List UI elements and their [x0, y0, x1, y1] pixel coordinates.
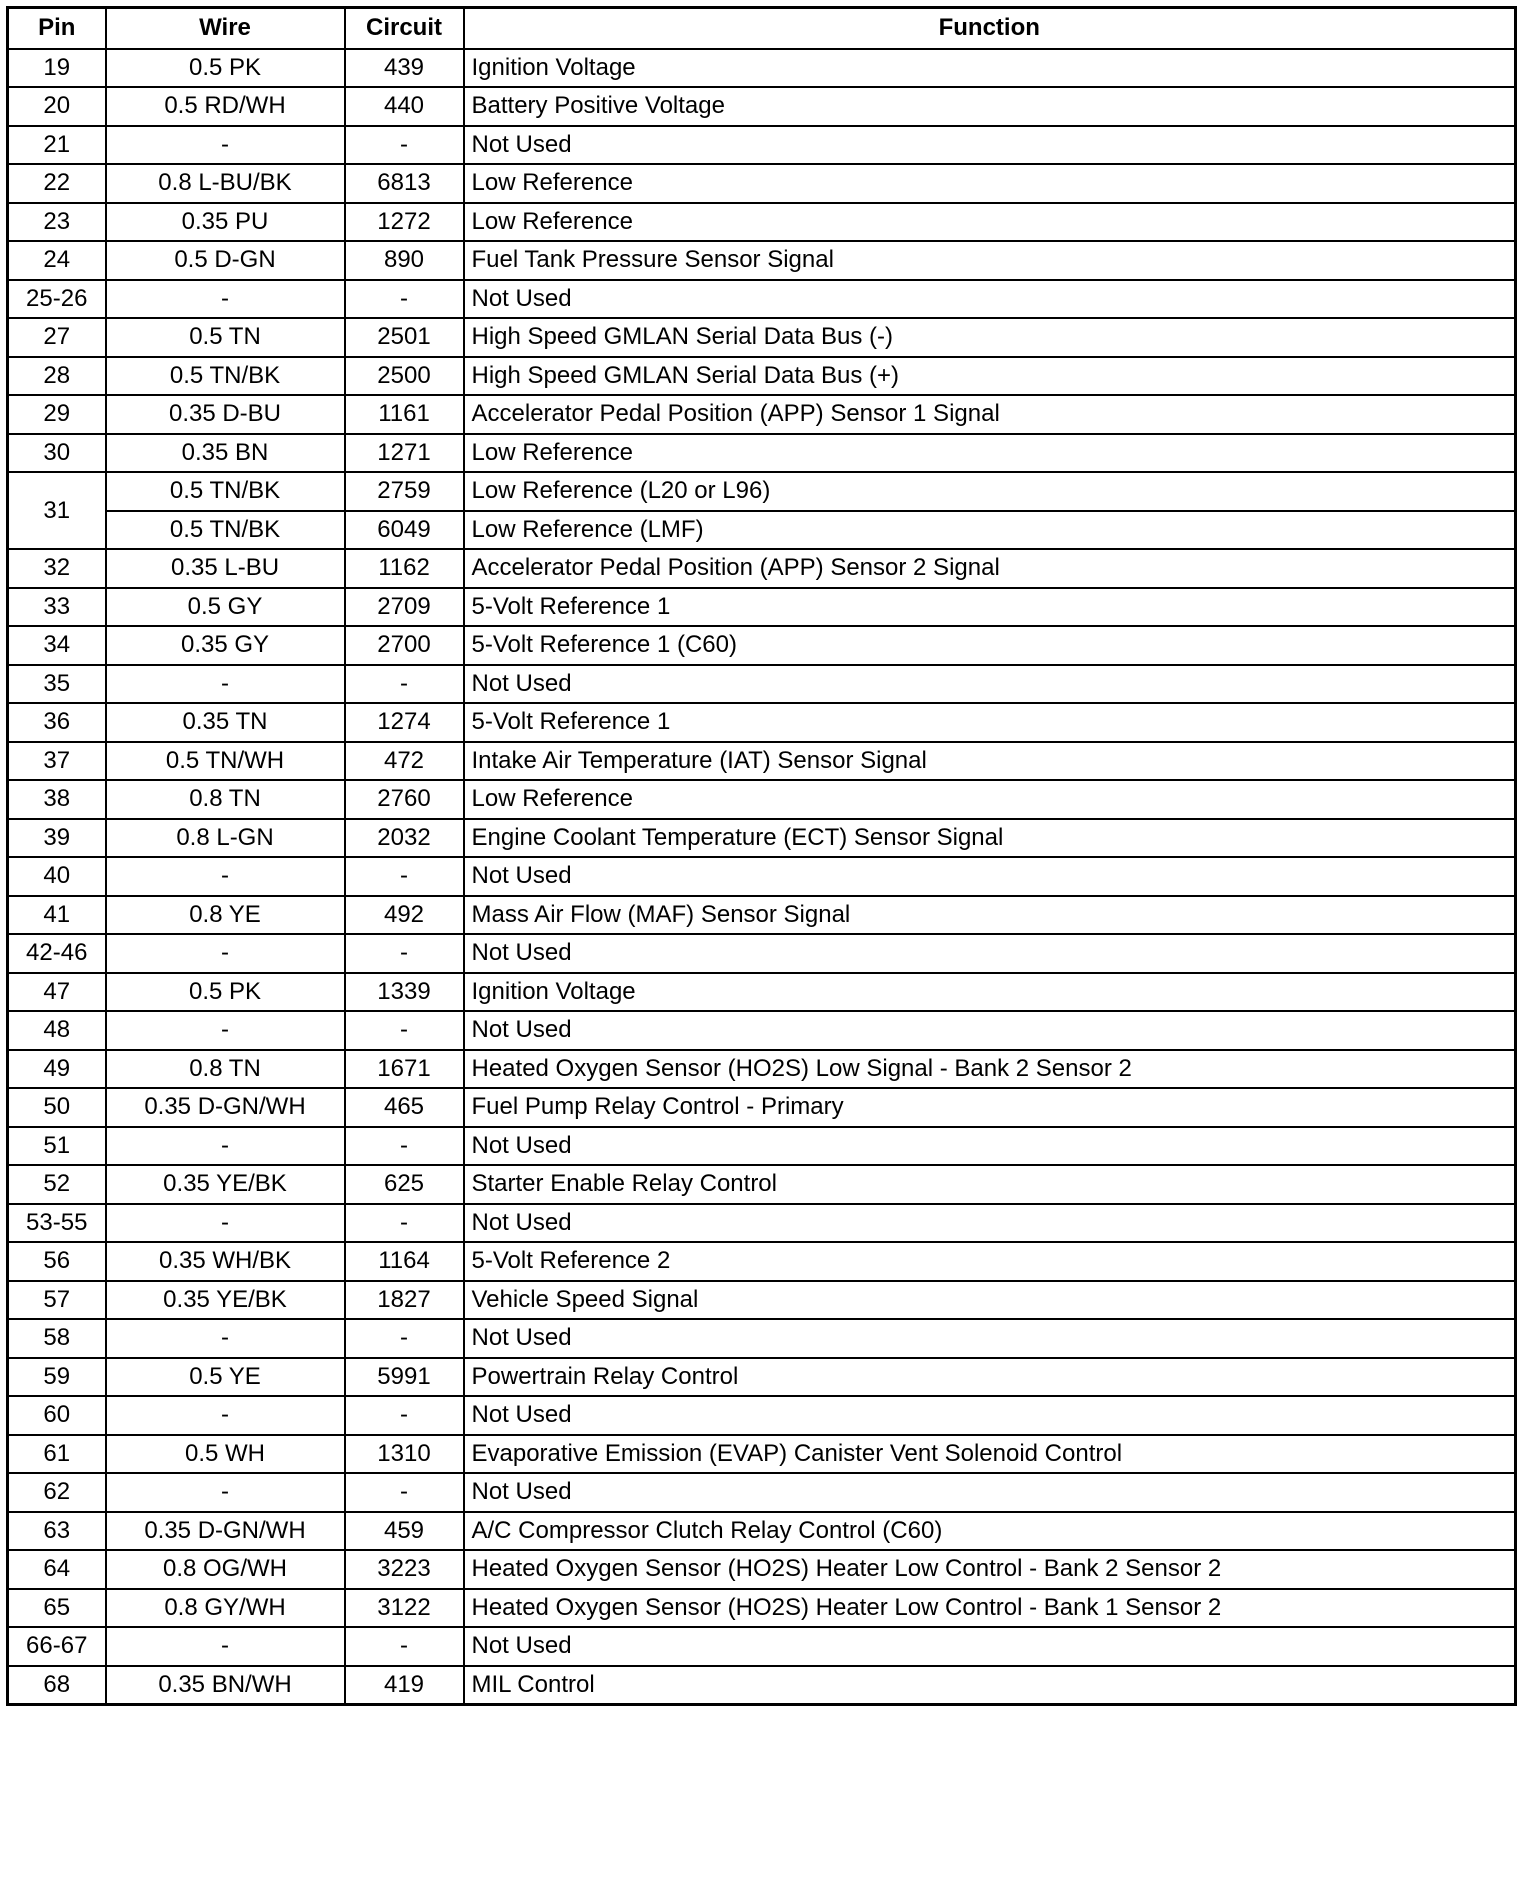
- wire-cell: -: [106, 665, 345, 704]
- table-row: [8, 742, 1516, 781]
- circuit-cell: 2700: [345, 626, 464, 665]
- function-cell: High Speed GMLAN Serial Data Bus (-): [464, 318, 1516, 357]
- pin-cell: 29: [8, 395, 106, 434]
- wire-cell: 0.5 TN/WH: [106, 742, 345, 781]
- function-cell: Not Used: [464, 1204, 1516, 1243]
- function-cell: Battery Positive Voltage: [464, 87, 1516, 126]
- table-row: [8, 1396, 1516, 1435]
- table-row: [8, 665, 1516, 704]
- function-cell: Not Used: [464, 665, 1516, 704]
- wire-cell: 0.8 OG/WH: [106, 1550, 345, 1589]
- pin-cell: 36: [8, 703, 106, 742]
- table-row: [8, 1435, 1516, 1474]
- circuit-cell: 1310: [345, 1435, 464, 1474]
- function-cell: Heated Oxygen Sensor (HO2S) Heater Low Control - Bank 2 Sensor 2: [464, 1550, 1516, 1589]
- circuit-cell: 440: [345, 87, 464, 126]
- header-row: [8, 8, 1516, 49]
- table-row: [8, 1358, 1516, 1397]
- circuit-cell: -: [345, 1011, 464, 1050]
- table-row: [8, 1666, 1516, 1705]
- function-cell: 5-Volt Reference 1: [464, 588, 1516, 627]
- pin-cell: 57: [8, 1281, 106, 1320]
- circuit-cell: 6049: [345, 511, 464, 550]
- pin-column-header: Pin: [8, 8, 106, 49]
- circuit-cell: -: [345, 934, 464, 973]
- table-row: [8, 395, 1516, 434]
- circuit-cell: 1161: [345, 395, 464, 434]
- table-row: [8, 819, 1516, 858]
- table-row: [8, 1627, 1516, 1666]
- connector-pinout-table: [6, 6, 1517, 1706]
- pin-cell: 58: [8, 1319, 106, 1358]
- table-row: [8, 1589, 1516, 1628]
- function-cell: Fuel Tank Pressure Sensor Signal: [464, 241, 1516, 280]
- pin-cell: 42-46: [8, 934, 106, 973]
- pin-cell: 61: [8, 1435, 106, 1474]
- pin-cell: 37: [8, 742, 106, 781]
- wire-cell: 0.5 TN/BK: [106, 472, 345, 511]
- table-row: [8, 318, 1516, 357]
- circuit-cell: 2501: [345, 318, 464, 357]
- function-cell: Not Used: [464, 1473, 1516, 1512]
- circuit-cell: 5991: [345, 1358, 464, 1397]
- circuit-cell: 472: [345, 742, 464, 781]
- table-row: [8, 1127, 1516, 1166]
- table-row: [8, 241, 1516, 280]
- circuit-cell: 1271: [345, 434, 464, 473]
- function-cell: Low Reference: [464, 164, 1516, 203]
- circuit-cell: 492: [345, 896, 464, 935]
- wire-cell: -: [106, 934, 345, 973]
- wire-cell: 0.35 PU: [106, 203, 345, 242]
- circuit-cell: 1162: [345, 549, 464, 588]
- function-cell: Not Used: [464, 857, 1516, 896]
- circuit-cell: 2760: [345, 780, 464, 819]
- function-cell: Accelerator Pedal Position (APP) Sensor 2 Signal: [464, 549, 1516, 588]
- function-cell: Evaporative Emission (EVAP) Canister Vent Solenoid Control: [464, 1435, 1516, 1474]
- circuit-column-header: Circuit: [345, 8, 464, 49]
- function-cell: Powertrain Relay Control: [464, 1358, 1516, 1397]
- table-row: [8, 1011, 1516, 1050]
- wire-cell: 0.35 YE/BK: [106, 1165, 345, 1204]
- circuit-cell: 2032: [345, 819, 464, 858]
- function-cell: Low Reference: [464, 780, 1516, 819]
- circuit-cell: 1671: [345, 1050, 464, 1089]
- circuit-cell: 1164: [345, 1242, 464, 1281]
- function-cell: A/C Compressor Clutch Relay Control (C60): [464, 1512, 1516, 1551]
- circuit-cell: 2759: [345, 472, 464, 511]
- function-cell: Not Used: [464, 126, 1516, 165]
- wire-cell: -: [106, 126, 345, 165]
- table-row: [8, 49, 1516, 88]
- table-row: [8, 896, 1516, 935]
- circuit-cell: 1274: [345, 703, 464, 742]
- table-row: [8, 357, 1516, 396]
- function-cell: High Speed GMLAN Serial Data Bus (+): [464, 357, 1516, 396]
- pin-cell: 47: [8, 973, 106, 1012]
- pin-cell: 52: [8, 1165, 106, 1204]
- wire-cell: 0.5 TN: [106, 318, 345, 357]
- wire-cell: 0.5 TN/BK: [106, 511, 345, 550]
- wire-cell: 0.8 GY/WH: [106, 1589, 345, 1628]
- table-row: [8, 1281, 1516, 1320]
- pin-cell: 25-26: [8, 280, 106, 319]
- function-column-header: Function: [464, 8, 1516, 49]
- table-row: [8, 472, 1516, 511]
- table-row: [8, 1242, 1516, 1281]
- wire-cell: 0.5 PK: [106, 49, 345, 88]
- wire-cell: -: [106, 857, 345, 896]
- circuit-cell: 1827: [345, 1281, 464, 1320]
- pin-cell: 20: [8, 87, 106, 126]
- circuit-cell: 2709: [345, 588, 464, 627]
- table-row: [8, 203, 1516, 242]
- wire-cell: -: [106, 1127, 345, 1166]
- circuit-cell: -: [345, 665, 464, 704]
- table-row: [8, 1473, 1516, 1512]
- table-row: [8, 1550, 1516, 1589]
- circuit-cell: 465: [345, 1088, 464, 1127]
- function-cell: Not Used: [464, 280, 1516, 319]
- function-cell: 5-Volt Reference 1: [464, 703, 1516, 742]
- pin-cell: 53-55: [8, 1204, 106, 1243]
- table-row: [8, 87, 1516, 126]
- wire-cell: 0.35 GY: [106, 626, 345, 665]
- pin-cell: 66-67: [8, 1627, 106, 1666]
- function-cell: Not Used: [464, 1396, 1516, 1435]
- function-cell: Not Used: [464, 1011, 1516, 1050]
- wire-cell: 0.35 BN: [106, 434, 345, 473]
- pin-cell: 39: [8, 819, 106, 858]
- pin-cell: 34: [8, 626, 106, 665]
- pin-cell: 50: [8, 1088, 106, 1127]
- table-row: [8, 164, 1516, 203]
- table-row: [8, 434, 1516, 473]
- wire-column-header: Wire: [106, 8, 345, 49]
- wire-cell: 0.8 L-GN: [106, 819, 345, 858]
- pin-cell: 33: [8, 588, 106, 627]
- table-row: [8, 857, 1516, 896]
- wire-cell: 0.8 L-BU/BK: [106, 164, 345, 203]
- pin-cell: 27: [8, 318, 106, 357]
- circuit-cell: 3223: [345, 1550, 464, 1589]
- wire-cell: -: [106, 1204, 345, 1243]
- wire-cell: 0.5 RD/WH: [106, 87, 345, 126]
- wire-cell: 0.5 PK: [106, 973, 345, 1012]
- table-row: [8, 626, 1516, 665]
- table-row: [8, 703, 1516, 742]
- function-cell: Ignition Voltage: [464, 973, 1516, 1012]
- table-row: [8, 934, 1516, 973]
- wire-cell: 0.35 WH/BK: [106, 1242, 345, 1281]
- table-row: [8, 780, 1516, 819]
- function-cell: Low Reference: [464, 203, 1516, 242]
- pin-cell: 38: [8, 780, 106, 819]
- circuit-cell: -: [345, 1473, 464, 1512]
- table-body: [8, 49, 1516, 1705]
- function-cell: Not Used: [464, 1627, 1516, 1666]
- table-row: [8, 126, 1516, 165]
- wire-cell: 0.5 TN/BK: [106, 357, 345, 396]
- pin-cell: 48: [8, 1011, 106, 1050]
- table-row: [8, 973, 1516, 1012]
- pin-cell: 23: [8, 203, 106, 242]
- wire-cell: -: [106, 1319, 345, 1358]
- pin-cell: 60: [8, 1396, 106, 1435]
- function-cell: Heated Oxygen Sensor (HO2S) Low Signal - Bank 2 Sensor 2: [464, 1050, 1516, 1089]
- table-row: [8, 1319, 1516, 1358]
- pin-cell: 35: [8, 665, 106, 704]
- function-cell: 5-Volt Reference 2: [464, 1242, 1516, 1281]
- pin-cell: 19: [8, 49, 106, 88]
- table-row: [8, 1088, 1516, 1127]
- pin-cell: 51: [8, 1127, 106, 1166]
- wire-cell: 0.8 YE: [106, 896, 345, 935]
- circuit-cell: 2500: [345, 357, 464, 396]
- function-cell: Intake Air Temperature (IAT) Sensor Signal: [464, 742, 1516, 781]
- wire-cell: 0.8 TN: [106, 1050, 345, 1089]
- table-row: [8, 1512, 1516, 1551]
- function-cell: Heated Oxygen Sensor (HO2S) Heater Low Control - Bank 1 Sensor 2: [464, 1589, 1516, 1628]
- wire-cell: 0.5 YE: [106, 1358, 345, 1397]
- circuit-cell: 1272: [345, 203, 464, 242]
- circuit-cell: 459: [345, 1512, 464, 1551]
- circuit-cell: 3122: [345, 1589, 464, 1628]
- wire-cell: -: [106, 1627, 345, 1666]
- wire-cell: 0.35 L-BU: [106, 549, 345, 588]
- function-cell: Not Used: [464, 1127, 1516, 1166]
- table-row: [8, 549, 1516, 588]
- circuit-cell: -: [345, 1204, 464, 1243]
- wire-cell: -: [106, 280, 345, 319]
- pin-cell: 49: [8, 1050, 106, 1089]
- table-row: [8, 511, 1516, 550]
- circuit-cell: 419: [345, 1666, 464, 1705]
- wire-cell: 0.35 YE/BK: [106, 1281, 345, 1320]
- function-cell: Vehicle Speed Signal: [464, 1281, 1516, 1320]
- table-row: [8, 1165, 1516, 1204]
- circuit-cell: -: [345, 1396, 464, 1435]
- circuit-cell: -: [345, 126, 464, 165]
- circuit-cell: 890: [345, 241, 464, 280]
- pin-cell: 24: [8, 241, 106, 280]
- function-cell: Starter Enable Relay Control: [464, 1165, 1516, 1204]
- wire-cell: 0.8 TN: [106, 780, 345, 819]
- wire-cell: -: [106, 1011, 345, 1050]
- wire-cell: 0.35 D-GN/WH: [106, 1512, 345, 1551]
- wire-cell: 0.5 WH: [106, 1435, 345, 1474]
- function-cell: Accelerator Pedal Position (APP) Sensor 1 Signal: [464, 395, 1516, 434]
- wire-cell: 0.35 D-GN/WH: [106, 1088, 345, 1127]
- wire-cell: 0.35 TN: [106, 703, 345, 742]
- pin-cell: 63: [8, 1512, 106, 1551]
- pin-cell: 64: [8, 1550, 106, 1589]
- table-row: [8, 1050, 1516, 1089]
- pin-cell: 32: [8, 549, 106, 588]
- circuit-cell: 6813: [345, 164, 464, 203]
- table-row: [8, 280, 1516, 319]
- circuit-cell: -: [345, 1127, 464, 1166]
- circuit-cell: -: [345, 1319, 464, 1358]
- pin-cell: 59: [8, 1358, 106, 1397]
- function-cell: Engine Coolant Temperature (ECT) Sensor Signal: [464, 819, 1516, 858]
- function-cell: Fuel Pump Relay Control - Primary: [464, 1088, 1516, 1127]
- circuit-cell: 625: [345, 1165, 464, 1204]
- circuit-cell: -: [345, 280, 464, 319]
- wire-cell: -: [106, 1396, 345, 1435]
- circuit-cell: -: [345, 1627, 464, 1666]
- pin-cell: 62: [8, 1473, 106, 1512]
- function-cell: MIL Control: [464, 1666, 1516, 1705]
- pin-cell: 31: [8, 472, 106, 549]
- circuit-cell: 439: [345, 49, 464, 88]
- function-cell: Not Used: [464, 934, 1516, 973]
- function-cell: Mass Air Flow (MAF) Sensor Signal: [464, 896, 1516, 935]
- table-row: [8, 588, 1516, 627]
- pin-cell: 41: [8, 896, 106, 935]
- function-cell: Not Used: [464, 1319, 1516, 1358]
- pin-cell: 56: [8, 1242, 106, 1281]
- pin-cell: 21: [8, 126, 106, 165]
- wire-cell: 0.5 GY: [106, 588, 345, 627]
- function-cell: Low Reference (LMF): [464, 511, 1516, 550]
- wire-cell: 0.5 D-GN: [106, 241, 345, 280]
- circuit-cell: 1339: [345, 973, 464, 1012]
- pin-cell: 68: [8, 1666, 106, 1705]
- pin-cell: 30: [8, 434, 106, 473]
- function-cell: Low Reference: [464, 434, 1516, 473]
- wire-cell: 0.35 BN/WH: [106, 1666, 345, 1705]
- function-cell: Low Reference (L20 or L96): [464, 472, 1516, 511]
- pin-cell: 22: [8, 164, 106, 203]
- pin-cell: 65: [8, 1589, 106, 1628]
- pin-cell: 28: [8, 357, 106, 396]
- circuit-cell: -: [345, 857, 464, 896]
- function-cell: 5-Volt Reference 1 (C60): [464, 626, 1516, 665]
- wire-cell: -: [106, 1473, 345, 1512]
- pin-cell: 40: [8, 857, 106, 896]
- table-row: [8, 1204, 1516, 1243]
- wire-cell: 0.35 D-BU: [106, 395, 345, 434]
- function-cell: Ignition Voltage: [464, 49, 1516, 88]
